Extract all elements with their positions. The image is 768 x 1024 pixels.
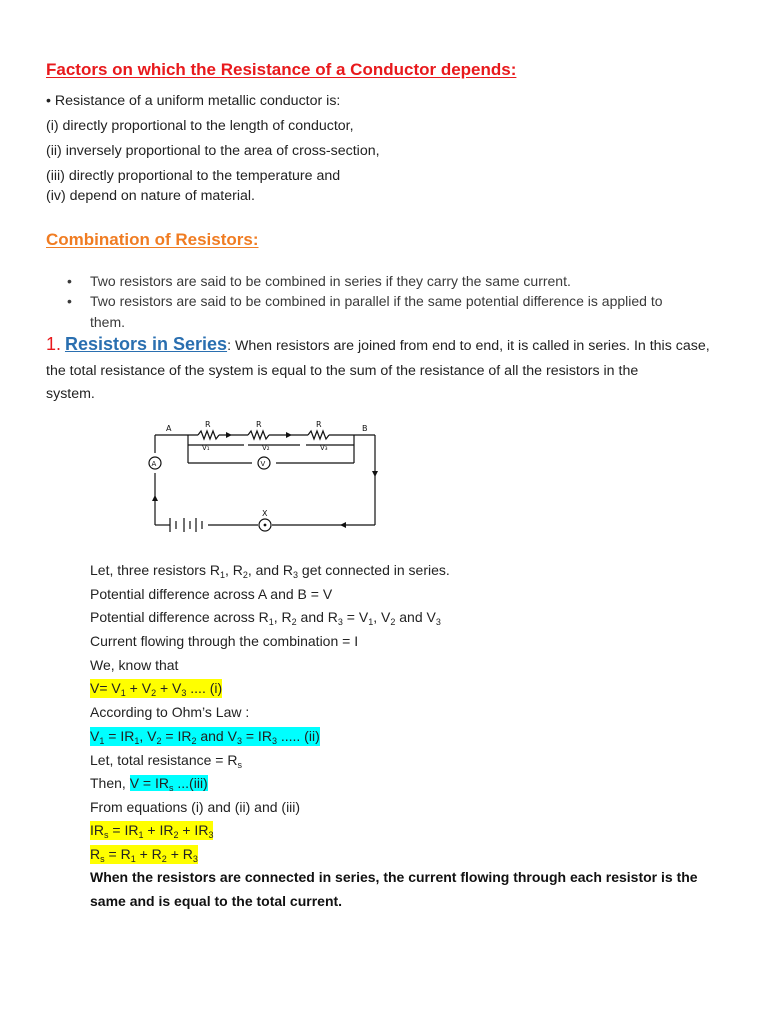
- derivation-line-9: From equations (i) and (ii) and (iii): [90, 799, 301, 815]
- node-label-a: A: [166, 424, 172, 433]
- conclusion-line-1: When the resistors are connected in series, the current flowing through each resistor is the: [90, 869, 698, 885]
- bullet-series: Two resistors are said to be combined in series if they carry the same current.: [90, 273, 571, 289]
- series-number: 1.: [46, 334, 62, 354]
- derivation-line-8: Then, $V = IR_s$ ...(iii): [90, 775, 208, 793]
- resistor-label-r3: R: [316, 420, 322, 429]
- heading-combination: Combination of Resistors:: [46, 230, 259, 249]
- ammeter-icon: A: [151, 460, 157, 468]
- bullet-icon: •: [67, 293, 72, 309]
- resistor-label-r2: R: [256, 420, 262, 429]
- derivation-line-1: Let, three resistors $R_1$, $R_2$, and $R_3$ get connected in series.: [90, 562, 450, 580]
- voltage-label-v2: V₂: [262, 444, 270, 452]
- bullet-parallel: Two resistors are said to be combined in parallel if the same potential difference is applied to: [90, 293, 663, 309]
- conclusion-line-2: same and is equal to the total current.: [90, 893, 343, 909]
- series-paragraph-line2: the total resistance of the system is equal to the sum of the resistance of all the resistors in the: [46, 363, 639, 379]
- series-text: : When resistors are joined from end to end, it is called in series. In this case,: [227, 338, 710, 354]
- intro-text: • Resistance of a uniform metallic conductor is:: [46, 93, 341, 109]
- factor-item-2: (ii) inversely proportional to the area of cross-section,: [46, 143, 380, 159]
- voltage-label-v1: V₁: [202, 444, 210, 452]
- derivation-line-4: Current flowing through the combination = I: [90, 633, 359, 649]
- equation-5: $R_s = R_1 + R_2 + R_3$: [90, 846, 198, 864]
- derivation-line-5: We, know that: [90, 657, 179, 673]
- equation-2: $V_1 = IR_1$, $V_2 = IR_2$ and $V_3 = IR_3$ ..... (ii): [90, 728, 320, 746]
- bullet-icon: •: [67, 273, 72, 289]
- voltage-label-v3: V₃: [320, 444, 328, 452]
- voltmeter-icon: V: [260, 460, 266, 468]
- factor-item-1: (i) directly proportional to the length of conductor,: [46, 118, 354, 134]
- factor-item-3: (iii) directly proportional to the temperature and: [46, 168, 341, 184]
- equation-1: $V= V_1 + V_2 + V_3$ .... (i): [90, 680, 223, 698]
- series-paragraph-line1: [46, 334, 710, 355]
- derivation-line-2: Potential difference across A and B = V: [90, 586, 333, 602]
- derivation-line-6: According to Ohm’s Law :: [90, 704, 250, 720]
- series-title: Resistors in Series: [64, 334, 228, 354]
- derivation-line-7: Let, total resistance = $R_s$: [90, 752, 242, 770]
- resistor-label-r1: R: [205, 420, 211, 429]
- bullet-parallel-cont: them.: [90, 314, 126, 330]
- equation-3: $V = IR_s$ ...(iii): [129, 775, 208, 793]
- heading-resistance-factors: Factors on which the Resistance of a Conductor depends:: [46, 60, 517, 79]
- series-paragraph-line3: system.: [46, 386, 95, 402]
- series-circuit-diagram: [140, 415, 390, 540]
- key-label: X: [262, 509, 268, 518]
- factor-item-4: (iv) depend on nature of material.: [46, 188, 255, 204]
- derivation-line-3: Potential difference across $R_1$, $R_2$ and $R_3 = V_1$, $V_2$ and $V_3$: [90, 609, 441, 627]
- node-label-b: B: [362, 424, 368, 433]
- equation-4: $IR_s = IR_1 + IR_2 + IR_3$: [90, 822, 214, 840]
